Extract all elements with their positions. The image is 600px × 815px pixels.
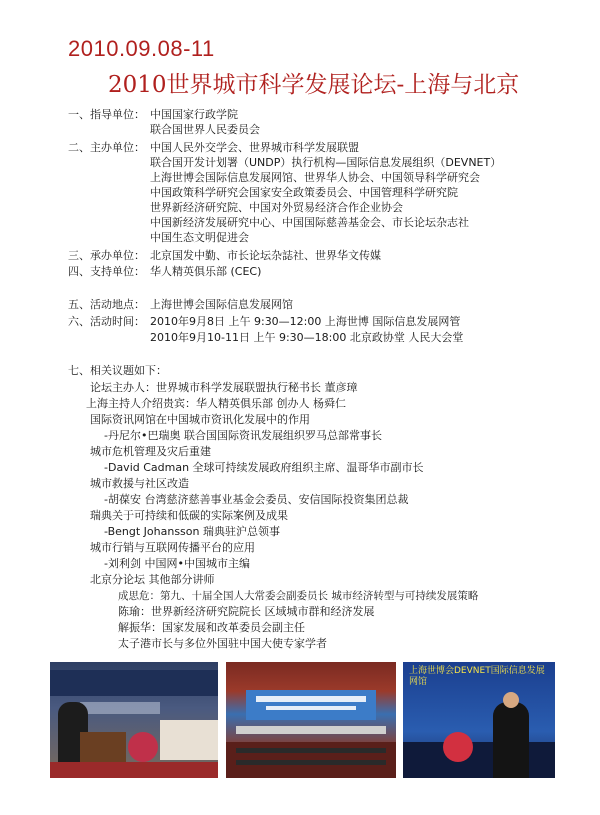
banner-text: 上海世博会DEVNET国际信息发展网馆 [409,666,545,687]
section-7-line: -Bengt Johansson 瑞典驻沪总领事 [104,525,280,538]
section-2-line: 中国人民外交学会、世界城市科学发展联盟 [150,141,359,154]
section-6-line: 2010年9月8日 上午 9:30—12:00 上海世博 国际信息发展网管 [150,315,461,328]
section-2-line: 上海世博会国际信息发展网馆、世界华人协会、中国领导科学研究会 [150,171,480,184]
section-5-label: 活动地点： [90,298,145,311]
section-2-line: 中国政策科学研究会国家安全政策委员会、中国管理科学研究院 [150,186,458,199]
section-1-line: 中国国家行政学院 [150,108,238,121]
section-6-line: 2010年9月10-11日 上午 9:30—18:00 北京政协堂 人民大会堂 [150,331,464,344]
section-3-line: 北京国发中勤、市长论坛杂誌社、世界华文传媒 [150,249,381,262]
section-1-label: 指导单位： [90,108,145,121]
section-7-line: 瑞典关于可持续和低碳的实际案例及成果 [90,509,288,522]
section-7-line: 北京分论坛 其他部分讲师 [90,573,215,586]
section-3-number: 三、 [68,249,90,262]
event-date: 2010.09.08-11 [68,36,215,61]
photo-speaker-podium [50,662,218,778]
section-1-line: 联合国世界人民委员会 [150,123,260,136]
section-7-line: 陈瑜：世界新经济研究院院长 区域城市群和经济发展 [118,605,375,618]
section-5-number: 五、 [68,298,90,311]
section-1-number: 一、 [68,108,90,121]
section-6-label: 活动时间： [90,315,145,328]
section-7-number: 七、 [68,364,90,377]
section-7-line: 城市救援与社区改造 [90,477,189,490]
section-2-line: 世界新经济研究院、中国对外贸易经济合作企业协会 [150,201,403,214]
section-7-line: -David Cadman 全球可持续发展政府组织主席、温哥华市副市长 [104,461,424,474]
section-3-label: 承办单位： [90,249,145,262]
section-7-line: -胡葆安 台湾慈济慈善事业基金会委员、安信国际投资集团总裁 [104,493,409,506]
photo-devnet-banner [403,662,555,778]
section-2-line: 中国新经济发展研究中心、中国国际慈善基金会、市长论坛杂志社 [150,216,469,229]
section-7-label: 相关议题如下： [90,364,167,377]
section-7-line: 论坛主办人：世界城市科学发展联盟执行秘书长 董彦璋 [90,381,358,394]
section-7-line: -丹尼尔•巴瑞奥 联合国国际资讯发展组织罗马总部常事长 [104,429,382,442]
section-4-line: 华人精英俱乐部 (CEC) [150,265,262,278]
photo-conference-hall [226,662,396,778]
section-4-number: 四、 [68,265,90,278]
section-4-label: 支持单位： [90,265,145,278]
section-7-line: 太子港市长与多位外国驻中国大使专家学者 [118,637,327,650]
section-7-line: 解振华：国家发展和改革委员会副主任 [118,621,305,634]
section-6-number: 六、 [68,315,90,328]
section-2-line: 联合国开发计划署（UNDP）执行机构—国际信息发展组织（DEVNET） [150,156,502,169]
section-7-line: 国际资讯网馆在中国城市资讯化发展中的作用 [90,413,310,426]
section-7-line: 城市行销与互联网传播平台的应用 [90,541,255,554]
event-photos [50,662,555,778]
section-2-label: 主办单位： [90,141,145,154]
section-7-line: 上海主持人介绍贵宾：华人精英俱乐部 创办人 杨舜仁 [86,397,346,410]
section-7-line: 城市危机管理及灾后重建 [90,445,211,458]
section-5-line: 上海世博会国际信息发展网馆 [150,298,293,311]
section-7-line: -刘利剑 中国网•中国城市主编 [104,557,250,570]
section-2-line: 中国生态文明促进会 [150,231,249,244]
document-title: 2010世界城市科学发展论坛-上海与北京 [108,72,520,98]
section-2-number: 二、 [68,141,90,154]
section-7-line: 成思危：第九、十届全国人大常委会副委员长 城市经济转型与可持续发展策略 [118,590,479,602]
